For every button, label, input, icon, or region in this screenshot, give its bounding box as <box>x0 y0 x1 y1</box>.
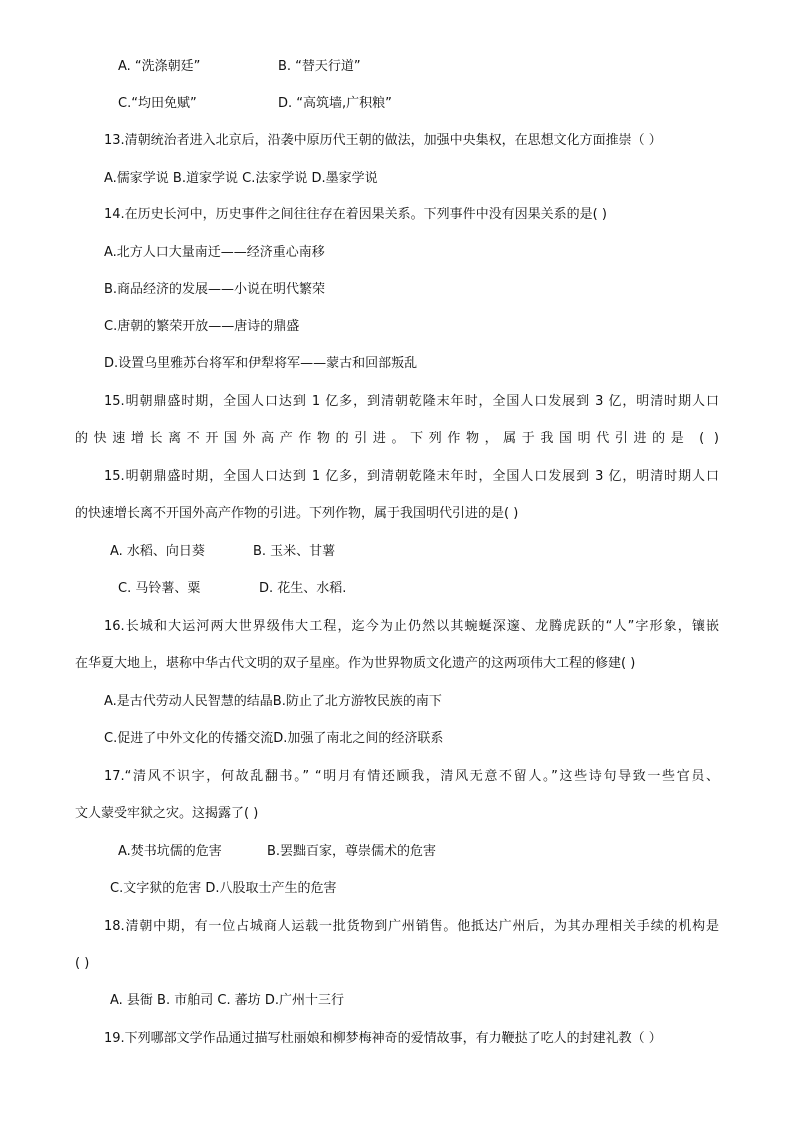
option-a: A. 水稻、向日葵 <box>110 544 205 559</box>
question-13: 13.清朝统治者进入北京后，沿袭中原历代王朝的做法，加强中央集权，在思想文化方面推崇（ ） <box>104 133 662 148</box>
option-b: B. 玉米、甘薯 <box>253 544 336 559</box>
question-17-line-2: 文人蒙受牢狱之灾。这揭露了( ) <box>75 806 259 821</box>
option-b: B. “替天行道” <box>278 59 361 74</box>
options-line <box>118 843 518 861</box>
question-14-option-c: C.唐朝的繁荣开放——唐诗的鼎盛 <box>104 319 300 334</box>
question-16-line-1: 16.长城和大运河两大世界级伟大工程，迄今为止仍然以其蜿蜒深邃、龙腾虎跃的“人”字形象，镶嵌 <box>104 619 719 634</box>
question-14: 14.在历史长河中，历史事件之间往往存在着因果关系。下列事件中没有因果关系的是( ) <box>104 207 607 222</box>
option-a: A. “洗涤朝廷” <box>118 59 201 74</box>
question-15-repeat-line-1: 15.明朝鼎盛时期，全国人口达到 1 亿多，到清朝乾隆末年时，全国人口发展到 3 亿，明清时期人口 <box>104 469 719 484</box>
option-d: D. “高筑墙,广积粮” <box>278 96 392 111</box>
options-line <box>118 95 418 113</box>
question-15-line-2: 的快速增长离不开国外高产作物的引进。下列作物，属于我国明代引进的是 ( ) <box>75 431 719 446</box>
option-c: C. 马铃薯、粟 <box>118 581 201 596</box>
options-line <box>118 58 418 76</box>
question-19: 19.下列哪部文学作品通过描写杜丽娘和柳梦梅神奇的爱情故事，有力鞭挞了吃人的封建礼教（ ） <box>104 1031 662 1046</box>
option-b: B.罢黜百家，尊崇儒术的危害 <box>267 844 437 859</box>
question-17-line-1: 17.“清风不识字，何故乱翻书。” “明月有情还顾我，清风无意不留人。”这些诗句导致一些官员、 <box>104 769 719 784</box>
options-line <box>110 543 410 561</box>
question-14-option-a: A.北方人口大量南迁——经济重心南移 <box>104 245 325 260</box>
option-d: D. 花生、水稻. <box>259 581 347 596</box>
question-16-options-ab: A.是古代劳动人民智慧的结晶B.防止了北方游牧民族的南下 <box>104 694 442 709</box>
question-17-options-cd: C.文字狱的危害 D.八股取士产生的危害 <box>110 881 337 896</box>
question-16-line-2: 在华夏大地上，堪称中华古代文明的双子星座。作为世界物质文化遗产的这两项伟大工程的修建( ) <box>75 656 636 671</box>
question-14-option-b: B.商品经济的发展——小说在明代繁荣 <box>104 282 326 297</box>
question-14-option-d: D.设置乌里雅苏台将军和伊犁将军——蒙古和回部叛乱 <box>104 356 418 371</box>
question-18-line-2: ( ) <box>75 956 90 971</box>
option-a: A.焚书坑儒的危害 <box>118 844 222 859</box>
question-18-line-1: 18.清朝中期，有一位占城商人运载一批货物到广州销售。他抵达广州后，为其办理相关手续的机构是 <box>104 919 719 934</box>
question-16-options-cd: C.促进了中外文化的传播交流D.加强了南北之间的经济联系 <box>104 731 444 746</box>
question-13-options: A.儒家学说 B.道家学说 C.法家学说 D.墨家学说 <box>104 171 378 186</box>
option-c: C.“均田免赋” <box>118 96 197 111</box>
question-15-repeat-line-2: 的快速增长离不开国外高产作物的引进。下列作物，属于我国明代引进的是( ) <box>75 506 519 521</box>
question-15-line-1: 15.明朝鼎盛时期，全国人口达到 1 亿多，到清朝乾隆末年时，全国人口发展到 3 亿，明清时期人口 <box>104 394 719 409</box>
question-18-options: A. 县衙 B. 市舶司 C. 蕃坊 D.广州十三行 <box>110 993 344 1008</box>
options-line <box>118 580 418 598</box>
